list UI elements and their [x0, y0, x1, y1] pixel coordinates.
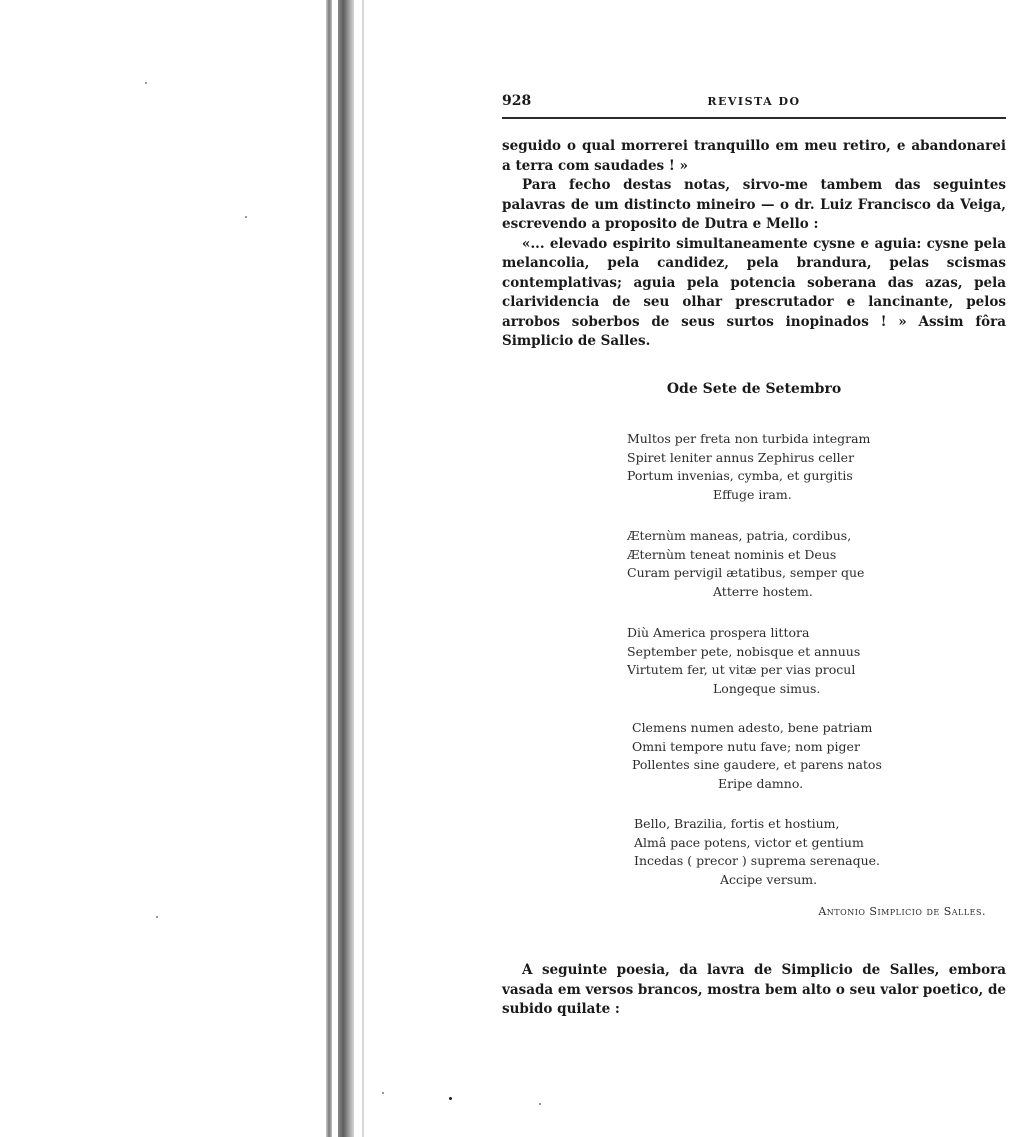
paragraph: A seguinte poesia, da lavra de Simplicio de Salles, embora vasada em versos brancos, mostra bem alto o seu valor poetico, de subido quilate : — [502, 962, 1006, 1017]
paragraph: Para fecho destas notas, sirvo-me tambem das seguintes palavras de um distincto mineiro — o dr. Luiz Francisco da Veiga, escrevendo a proposito de Dutra e Mello : — [502, 177, 1006, 232]
verse-line: Æternùm maneas, patria, cordibus, — [627, 528, 852, 543]
scan-speck — [156, 916, 158, 918]
verse-line: Portum invenias, cymba, et gurgitis — [627, 468, 853, 483]
scan-speck — [449, 1097, 452, 1100]
book-spine-gutter — [338, 0, 354, 1137]
poem-stanza — [627, 624, 860, 698]
verse-line: Pollentes sine gaudere, et parens natos — [632, 757, 882, 772]
verse-line: Spiret leniter annus Zephirus celler — [627, 449, 855, 465]
verse-line: Æternùm teneat nominis et Deus — [627, 546, 837, 562]
verse-line: Diù America prospera littora — [627, 625, 810, 640]
verse-line: Multos per freta non turbida integram — [627, 431, 871, 446]
verse-line: Incedas ( precor ) suprema serenaque. — [634, 853, 881, 868]
verse-line: Effuge iram. — [713, 486, 792, 502]
header-rule — [502, 117, 1006, 119]
running-title: REVISTA DO — [707, 95, 801, 108]
verse-line: Bello, Brazilia, fortis et hostium, — [634, 816, 840, 831]
verse-line: Atterre hostem. — [713, 583, 813, 599]
scan-speck — [539, 1103, 541, 1105]
verse-line: September pete, nobisque et annuus — [627, 643, 861, 659]
scan-speck — [245, 216, 247, 218]
poem-title: Ode Sete de Setembro — [666, 381, 842, 397]
verse-line: Virtutem fer, ut vitæ per vias procul — [627, 662, 856, 677]
poem-stanza — [632, 719, 882, 793]
scan-speck — [382, 1092, 384, 1094]
poem-stanza — [627, 430, 870, 504]
paragraph: «... elevado espirito simultaneamente cysne e aguia: cysne pela melancolia, pela candidez, pela brandura, pelas scismas contemplativas; aguia pela potencia soberana das azas, pela clarividencia de seu olhar prescrutador e lancinante, pelos arrobos soberbos de seus surtos inopinados ! » Assim fôra Simplicio de Salles. — [502, 235, 1006, 349]
verse-line: Longeque simus. — [713, 680, 821, 696]
prose-block-top — [502, 137, 1006, 352]
book-spine-edge — [362, 0, 364, 1137]
paragraph: seguido o qual morrerei tranquillo em meu retiro, e abandonarei a terra com saudades ! » — [502, 138, 1006, 174]
poem-signature: Antonio Simplicio de Salles. — [818, 905, 986, 918]
page-number: 928 — [502, 93, 532, 109]
scan-speck — [145, 82, 147, 84]
verse-line: Almâ pace potens, victor et gentium — [634, 834, 864, 850]
verse-line: Omni tempore nutu fave; nom piger — [632, 738, 860, 754]
prose-block-bottom — [502, 961, 1006, 1020]
book-spine-shadow — [326, 0, 332, 1137]
running-head — [502, 93, 1006, 113]
poem-stanza — [627, 527, 864, 601]
poem-stanza — [634, 815, 880, 889]
verse-line: Curam pervigil ætatibus, semper que — [627, 565, 865, 580]
verse-line: Eripe damno. — [718, 775, 804, 791]
verse-line: Accipe versum. — [720, 871, 818, 887]
verse-line: Clemens numen adesto, bene patriam — [632, 720, 873, 735]
